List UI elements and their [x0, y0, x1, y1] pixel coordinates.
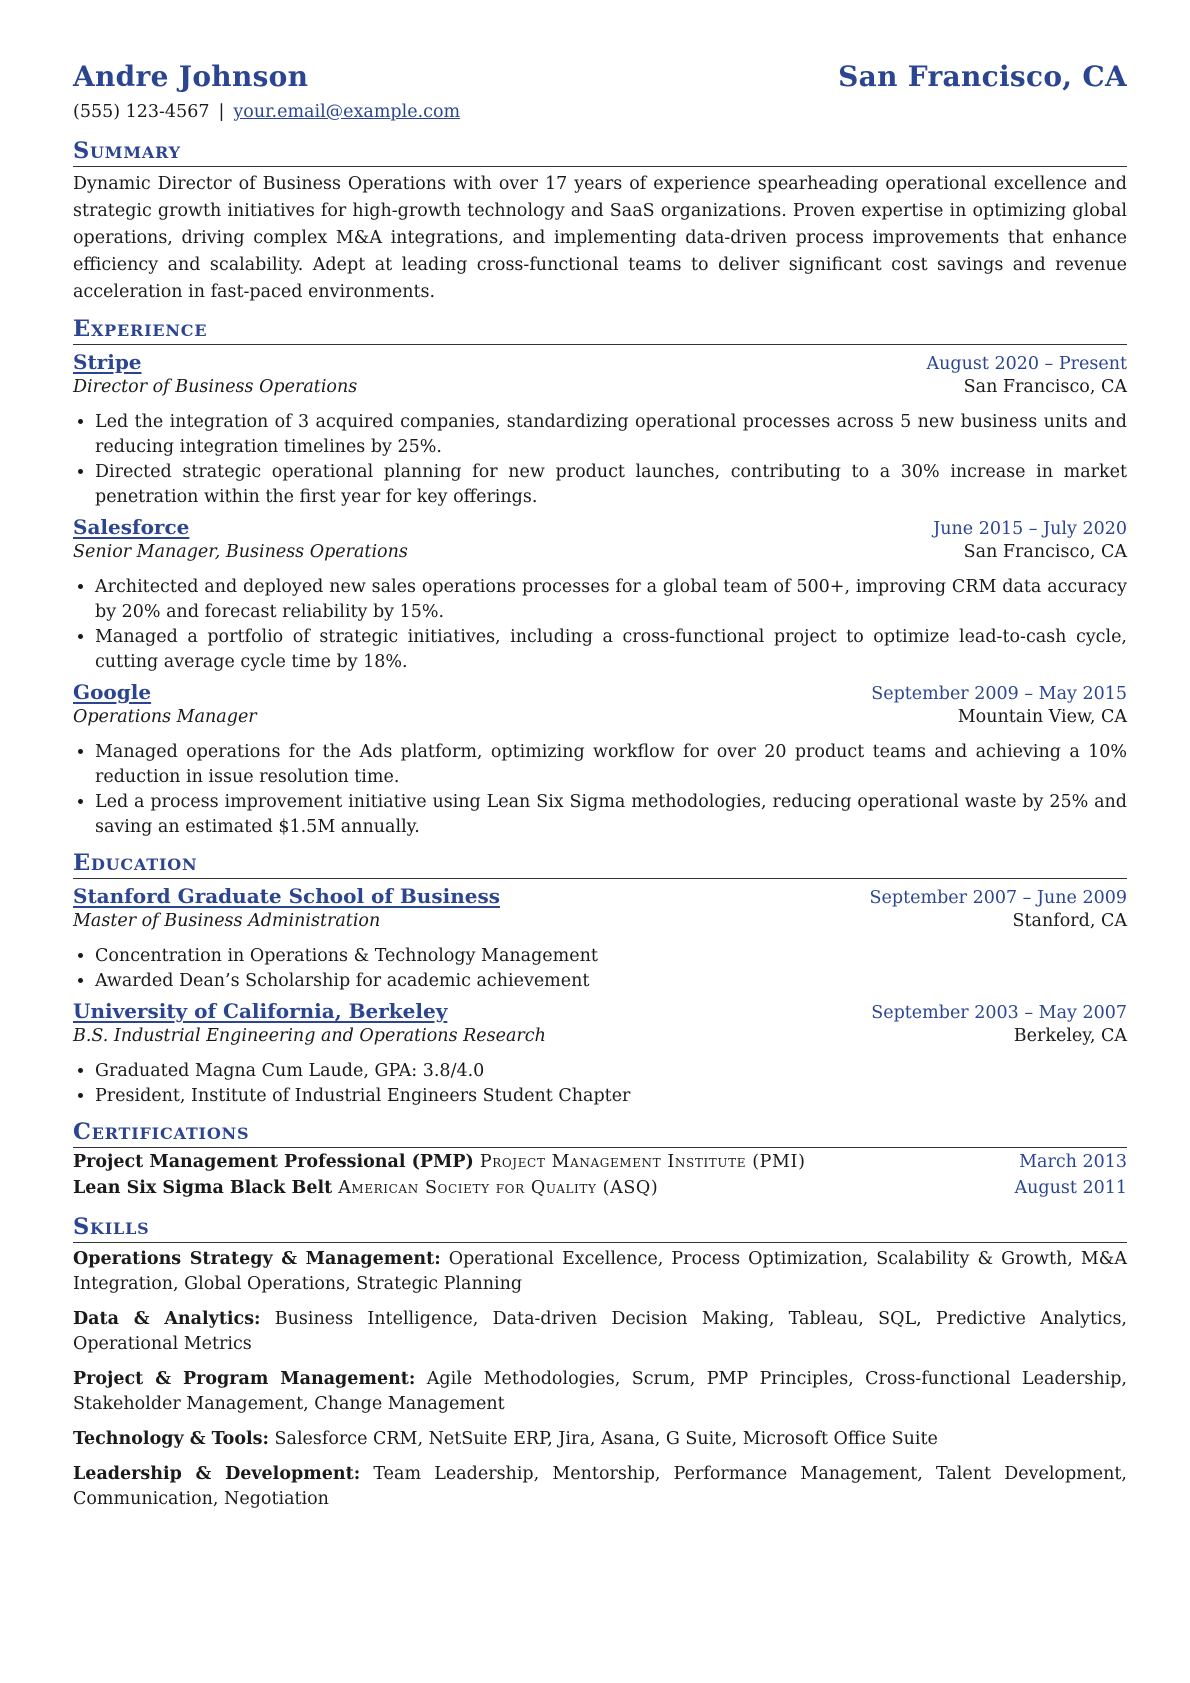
candidate-name: Andre Johnson [73, 60, 309, 93]
skill-row [73, 1307, 1127, 1357]
experience-bullet: • Led the integration of 3 acquired companies, standardizing operational processes across 5 new business units and reducing integration timelines by 25%. [95, 410, 1127, 460]
experience-heading: Experience [73, 316, 1127, 345]
education-dates: September 2007 – June 2009 [869, 888, 1127, 908]
skill-category: Technology & Tools: [73, 1429, 269, 1449]
contact-line [73, 102, 1127, 128]
education-dates: September 2003 – May 2007 [871, 1003, 1127, 1023]
experience-entry [73, 350, 1127, 510]
experience-bullet: • Directed strategic operational planning for new product launches, contributing to a 30% increase in market penetration within the first year for key offerings. [95, 460, 1127, 510]
skill-list: Agile Methodologies, Scrum, PMP Principles, Cross-functional Leadership, Stakeholder Management, Change Management [73, 1369, 1127, 1414]
certification-row [73, 1178, 1127, 1204]
certification-left [73, 1178, 658, 1198]
email-link[interactable]: your.email@example.com [233, 102, 461, 122]
phone-number: (555) 123-4567 [73, 102, 210, 122]
education-role: Master of Business Administration [73, 911, 381, 931]
experience-location: San Francisco, CA [963, 377, 1127, 397]
experience-org-link[interactable]: Google [73, 680, 152, 704]
experience-entry-header [73, 350, 1127, 377]
certifications-heading: Certifications [73, 1119, 1127, 1148]
skill-row [73, 1367, 1127, 1417]
experience-entry [73, 680, 1127, 840]
education-entry [73, 884, 1127, 994]
skill-list: Operational Excellence, Process Optimization, Scalability & Growth, M&A Integration, Global Operations, Strategic Planning [73, 1249, 1127, 1294]
education-bullet-list [73, 1059, 1127, 1109]
education-list [73, 884, 1127, 1109]
education-entry-header [73, 999, 1127, 1026]
header [73, 60, 1127, 100]
education-entry-header [73, 884, 1127, 911]
skill-row [73, 1462, 1127, 1512]
experience-bullet-list [73, 575, 1127, 675]
education-org-link[interactable]: Stanford Graduate School of Business [73, 884, 500, 908]
experience-bullet: • Led a process improvement initiative using Lean Six Sigma methodologies, reducing operational waste by 25% and saving an estimated $1.5M annually. [95, 790, 1127, 840]
experience-role: Operations Manager [73, 707, 257, 727]
experience-bullet: • Managed a portfolio of strategic initiatives, including a cross-functional project to optimize lead-to-cash cycle, cutting average cycle time by 18%. [95, 625, 1127, 675]
experience-location: Mountain View, CA [957, 707, 1127, 727]
skill-list: Salesforce CRM, NetSuite ERP, Jira, Asana, G Suite, Microsoft Office Suite [274, 1429, 938, 1449]
experience-dates: June 2015 – July 2020 [933, 519, 1127, 539]
experience-role: Senior Manager, Business Operations [73, 542, 408, 562]
education-bullet: • President, Institute of Industrial Engineers Student Chapter [95, 1084, 1127, 1109]
certification-date: March 2013 [1019, 1152, 1127, 1172]
education-entry-subheader [73, 911, 1127, 938]
education-bullet: • Concentration in Operations & Technology Management [95, 944, 1127, 969]
skill-list: Team Leadership, Mentorship, Performance Management, Talent Development, Communication, Negotiation [73, 1464, 1127, 1509]
experience-entry-subheader [73, 542, 1127, 569]
experience-entry-header [73, 515, 1127, 542]
skill-row [73, 1247, 1127, 1297]
skills-heading: Skills [73, 1214, 1127, 1243]
education-heading: Education [73, 850, 1127, 879]
experience-role: Director of Business Operations [73, 377, 358, 397]
education-role: B.S. Industrial Engineering and Operations Research [73, 1026, 546, 1046]
education-entry-subheader [73, 1026, 1127, 1053]
skill-category: Leadership & Development: [73, 1464, 361, 1484]
education-location: Berkeley, CA [1013, 1026, 1127, 1046]
experience-dates: September 2009 – May 2015 [871, 684, 1127, 704]
skill-category: Operations Strategy & Management: [73, 1249, 441, 1269]
resume-page [73, 60, 1127, 1512]
skill-category: Data & Analytics: [73, 1309, 261, 1329]
experience-entry [73, 515, 1127, 675]
skill-category: Project & Program Management: [73, 1369, 416, 1389]
education-bullet: • Awarded Dean’s Scholarship for academic achievement [95, 969, 1127, 994]
education-entry [73, 999, 1127, 1109]
education-bullet-list [73, 944, 1127, 994]
certification-issuer: Project Management Institute (PMI) [479, 1152, 806, 1172]
skill-list: Business Intelligence, Data-driven Decision Making, Tableau, SQL, Predictive Analytics, Operational Metrics [73, 1309, 1127, 1354]
certification-left [73, 1152, 806, 1172]
education-bullet: • Graduated Magna Cum Laude, GPA: 3.8/4.0 [95, 1059, 1127, 1084]
experience-entry-subheader [73, 707, 1127, 734]
summary-heading: Summary [73, 138, 1127, 167]
certification-row [73, 1152, 1127, 1178]
experience-location: San Francisco, CA [963, 542, 1127, 562]
experience-dates: August 2020 – Present [926, 354, 1127, 374]
certification-issuer: American Society for Quality (ASQ) [338, 1178, 659, 1198]
experience-org-link[interactable]: Salesforce [73, 515, 190, 539]
experience-entry-subheader [73, 377, 1127, 404]
experience-bullet-list [73, 740, 1127, 840]
experience-bullet-list [73, 410, 1127, 510]
experience-bullet: • Managed operations for the Ads platform, optimizing workflow for over 20 product teams and achieving a 10% reduction in issue resolution time. [95, 740, 1127, 790]
education-org-link[interactable]: University of California, Berkeley [73, 999, 448, 1023]
summary-text: Dynamic Director of Business Operations with over 17 years of experience spearheading operational excellence and strategic growth initiatives for high-growth technology and SaaS organizations. Proven expertise in optimizing global operations, driving complex M&A integrations, and implementing data-driven process improvements that enhance efficiency and scalability. Adept at leading cross-functional teams to deliver significant cost savings and revenue acceleration in fast-paced environments. [73, 174, 1127, 302]
certification-date: August 2011 [1014, 1178, 1127, 1198]
experience-org-link[interactable]: Stripe [73, 350, 142, 374]
skill-row [73, 1427, 1127, 1452]
candidate-location: San Francisco, CA [838, 60, 1127, 93]
skills-list [73, 1247, 1127, 1512]
experience-entry-header [73, 680, 1127, 707]
contact-separator: | [218, 102, 225, 122]
experience-list [73, 350, 1127, 840]
certifications-list [73, 1152, 1127, 1204]
education-location: Stanford, CA [1012, 911, 1127, 931]
experience-bullet: • Architected and deployed new sales operations processes for a global team of 500+, improving CRM data accuracy by 20% and forecast reliability by 15%. [95, 575, 1127, 625]
certification-name: Project Management Professional (PMP) [73, 1152, 474, 1172]
certification-name: Lean Six Sigma Black Belt [73, 1178, 333, 1198]
